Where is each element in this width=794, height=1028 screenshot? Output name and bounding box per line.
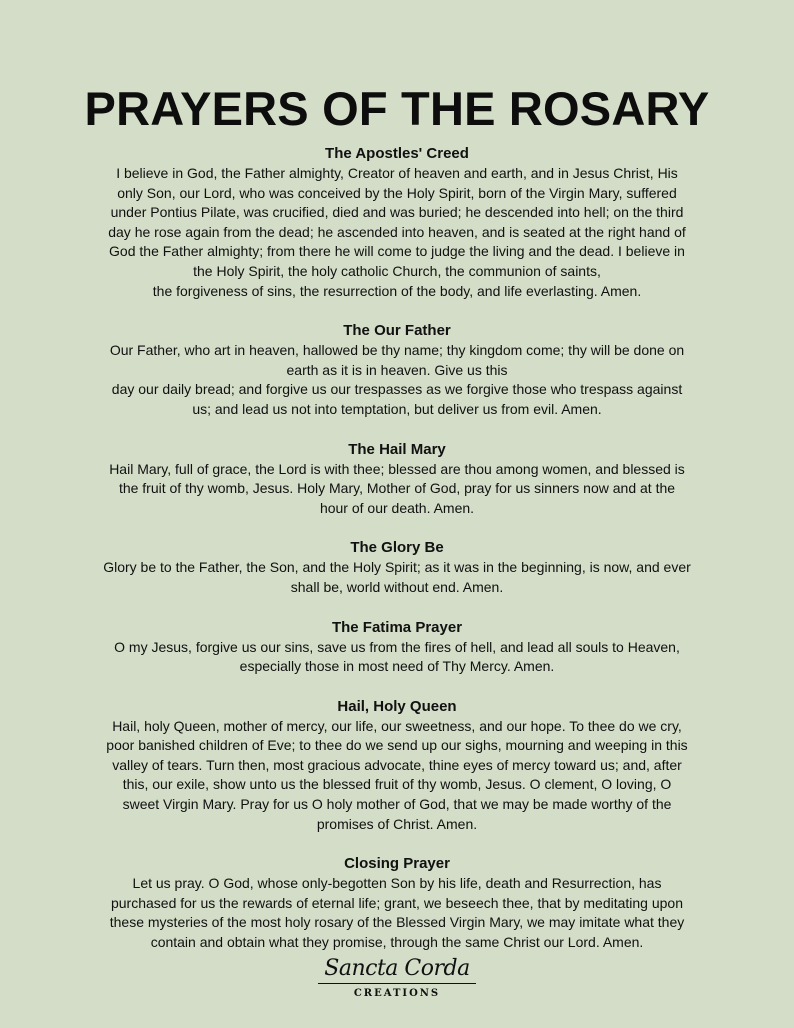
- prayer-title: Closing Prayer: [344, 855, 450, 873]
- prayer-title: Hail, Holy Queen: [337, 697, 457, 715]
- prayer-text: [60, 341, 734, 419]
- prayer-text: [60, 717, 734, 835]
- prayer-line: only Son, our Lord, who was conceived by the Holy Spirit, born of the Virgin Mary, suffered: [117, 184, 677, 201]
- prayer-line: contain and obtain what they promise, through the same Christ our Lord. Amen.: [150, 934, 644, 951]
- prayer-section: [60, 144, 734, 301]
- prayer-text: [60, 558, 734, 597]
- prayer-line: under Pontius Pilate, was crucified, died and was buried; he descended into hell; on the third: [110, 204, 684, 221]
- prayer-line: God the Father almighty; from there he will come to judge the living and the dead. I believe in: [109, 243, 685, 260]
- prayer-line: this, our exile, show unto us the blessed fruit of thy womb, Jesus. O clement, O loving, O: [122, 776, 672, 793]
- prayer-line: the Holy Spirit, the holy catholic Church, the communion of saints,: [193, 262, 601, 279]
- prayer-section: [60, 854, 734, 952]
- prayer-title: The Hail Mary: [348, 440, 446, 458]
- prayer-title: The Fatima Prayer: [331, 618, 463, 636]
- page-title: PRAYERS OF THE ROSARY: [84, 82, 710, 135]
- prayer-section: [60, 538, 734, 597]
- prayer-line: the forgiveness of sins, the resurrection of the body, and life everlasting. Amen.: [152, 282, 642, 299]
- prayer-line: hour of our death. Amen.: [319, 499, 475, 516]
- prayer-line: I believe in God, the Father almighty, Creator of heaven and earth, and in Jesus Christ, His: [116, 165, 678, 181]
- prayer-section: [60, 321, 734, 419]
- prayer-title: The Our Father: [343, 322, 451, 340]
- prayer-text: [60, 874, 734, 952]
- logo-subtitle: CREATIONS: [353, 988, 441, 999]
- prayer-line: Hail Mary, full of grace, the Lord is with thee; blessed are thou among women, and blessed is: [109, 460, 685, 477]
- prayer-line: earth as it is in heaven. Give us this: [286, 361, 508, 378]
- prayer-line: Our Father, who art in heaven, hallowed be thy name; thy kingdom come; thy will be done on: [109, 342, 685, 359]
- prayer-list: [60, 144, 734, 953]
- prayer-line: Hail, holy Queen, mother of mercy, our life, our sweetness, and our hope. To thee do we cry,: [112, 717, 682, 734]
- prayer-line: sweet Virgin Mary. Pray for us O holy mother of God, that we may be made worthy of the: [122, 796, 672, 813]
- prayer-line: us; and lead us not into temptation, but deliver us from evil. Amen.: [192, 400, 602, 417]
- prayer-line: valley of tears. Turn then, most gracious advocate, thine eyes of mercy toward us; and, after: [112, 756, 682, 773]
- prayer-text: [60, 164, 734, 301]
- prayer-line: O my Jesus, forgive us our sins, save us from the fires of hell, and lead all souls to Heaven,: [114, 638, 680, 655]
- prayer-section: [60, 697, 734, 835]
- prayer-line: the fruit of thy womb, Jesus. Holy Mary, Mother of God, pray for us sinners now and at the: [118, 480, 676, 497]
- prayer-text: [60, 460, 734, 519]
- prayer-section: [60, 618, 734, 677]
- prayer-title: The Apostles' Creed: [325, 145, 469, 162]
- prayer-text: [60, 638, 734, 677]
- prayer-section: [60, 440, 734, 519]
- logo-script-text: Sancta Corda: [318, 956, 475, 984]
- prayer-line: these mysteries of the most holy rosary of the Blessed Virgin Mary, we may imitate what they: [109, 914, 685, 931]
- prayer-line: Let us pray. O God, whose only-begotten Son by his life, death and Resurrection, has: [132, 875, 662, 892]
- brand-logo: [0, 956, 794, 1001]
- prayer-line: day he rose again from the dead; he ascended into heaven, and is seated at the right hand of: [108, 223, 686, 240]
- prayer-line: day our daily bread; and forgive us our trespasses as we forgive those who trespass against: [111, 381, 683, 398]
- prayer-line: shall be, world without end. Amen.: [290, 578, 504, 595]
- prayer-line: promises of Christ. Amen.: [316, 815, 478, 832]
- prayer-line: Glory be to the Father, the Son, and the Holy Spirit; as it was in the beginning, is now, and ever: [103, 559, 691, 576]
- prayer-line: especially those in most need of Thy Mercy. Amen.: [239, 658, 555, 675]
- prayer-line: poor banished children of Eve; to thee do we send up our sighs, mourning and weeping in this: [106, 737, 688, 754]
- prayer-title: The Glory Be: [350, 539, 444, 557]
- prayer-line: purchased for us the rewards of eternal life; grant, we beseech thee, that by meditating upon: [110, 894, 683, 911]
